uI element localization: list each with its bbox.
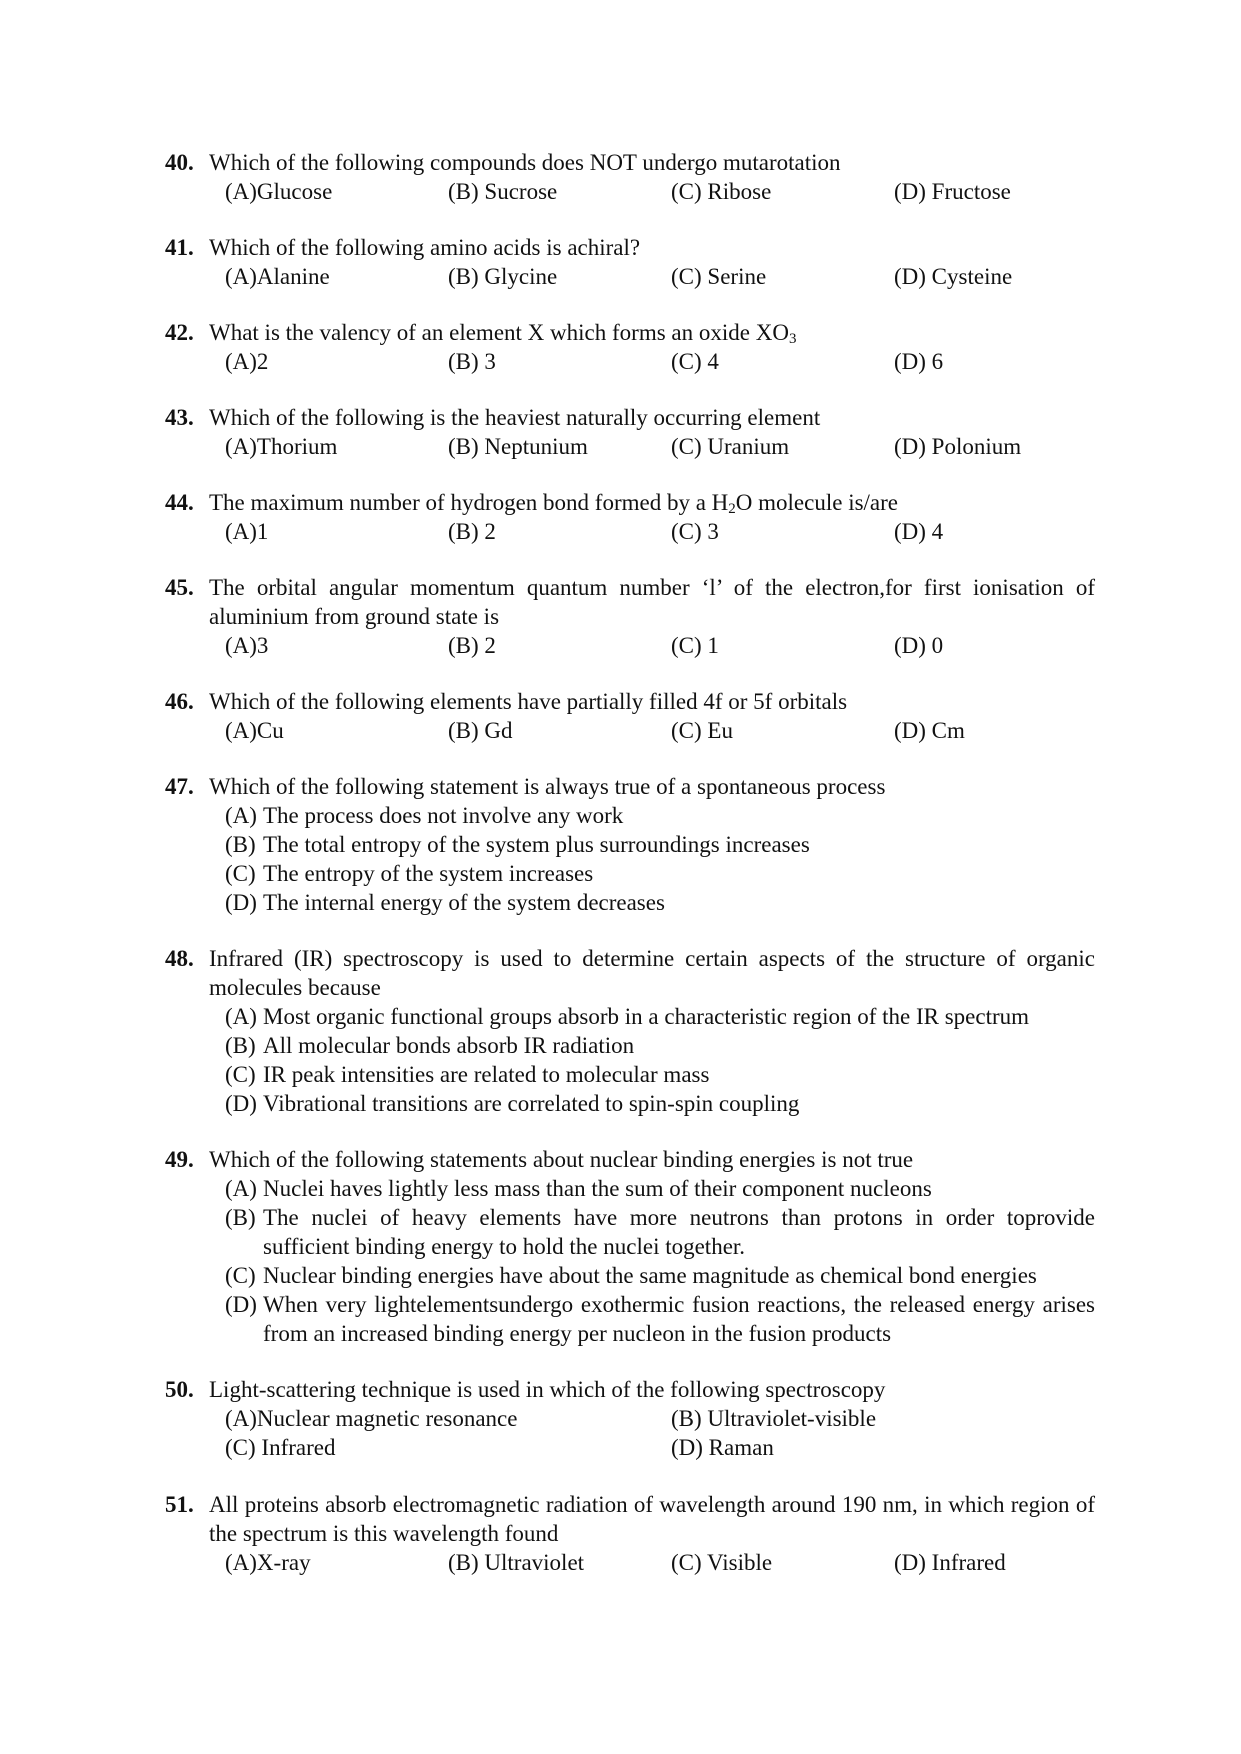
option-b: (B) Ultraviolet: [448, 1550, 585, 1575]
question-number: 43.: [165, 405, 194, 430]
option-c: (C) Ribose: [671, 179, 772, 204]
question-number: 50.: [165, 1377, 194, 1402]
option-a: (A) Most organic functional groups absorb in a characteristic region of the IR spectrum: [225, 1004, 1030, 1029]
option-c: (C) Uranium: [671, 434, 790, 459]
question-42: [165, 318, 1095, 376]
option-a: (A)2: [225, 349, 269, 374]
option-c: (C) 1: [671, 633, 719, 658]
option-b: (B) Gd: [448, 718, 513, 743]
option-b: (B) The nuclei of heavy elements have more neutrons than protons in order toprovide sufficient binding energy to hold the nuclei together.: [225, 1205, 1095, 1259]
question-text: The orbital angular momentum quantum number ‘l’ of the electron,for first ionisation of aluminium from ground state is: [209, 575, 1095, 629]
question-44: [165, 488, 1095, 546]
question-number: 48.: [165, 946, 194, 971]
question-48: [165, 944, 1095, 1118]
option-d: (D) When very lightelementsundergo exothermic fusion reactions, the released energy arises from an increased binding energy per nucleon in the fusion products: [225, 1292, 1095, 1346]
question-45: [165, 573, 1095, 660]
option-c: (C) IR peak intensities are related to molecular mass: [225, 1062, 710, 1087]
question-number: 40.: [165, 150, 194, 175]
question-51: [165, 1490, 1095, 1577]
question-number: 41.: [165, 235, 194, 260]
question-46: [165, 687, 1095, 745]
option-c: (C) Serine: [671, 264, 767, 289]
option-b: (B) Sucrose: [448, 179, 558, 204]
question-43: [165, 403, 1095, 461]
question-text: Which of the following compounds does NOT undergo mutarotation: [209, 150, 841, 175]
option-d: (D) Fructose: [894, 179, 1011, 204]
option-d: (D) Vibrational transitions are correlated to spin-spin coupling: [225, 1091, 800, 1116]
option-b: (B) 2: [448, 519, 496, 544]
option-b: (B) Glycine: [448, 264, 558, 289]
question-text: All proteins absorb electromagnetic radiation of wavelength around 190 nm, in which region of the spectrum is this wavelength found: [209, 1492, 1095, 1546]
question-number: 44.: [165, 490, 194, 515]
option-b: (B) The total entropy of the system plus surroundings increases: [225, 832, 810, 857]
option-b: (B) Neptunium: [448, 434, 588, 459]
option-c: (C) 3: [671, 519, 719, 544]
question-number: 46.: [165, 689, 194, 714]
option-c: (C) Visible: [671, 1550, 773, 1575]
question-text: Which of the following statement is always true of a spontaneous process: [209, 774, 886, 799]
option-d: (D) Cm: [894, 718, 965, 743]
option-b: (B) 3: [448, 349, 496, 374]
option-d: (D) 4: [894, 519, 944, 544]
option-c: (C) Nuclear binding energies have about the same magnitude as chemical bond energies: [225, 1263, 1037, 1288]
option-d: (D) Raman: [671, 1435, 774, 1460]
option-d: (D) Infrared: [894, 1550, 1006, 1575]
option-c: (C) 4: [671, 349, 719, 374]
option-a: (A)Thorium: [225, 434, 338, 459]
option-d: (D) Polonium: [894, 434, 1022, 459]
question-text: Which of the following elements have partially filled 4f or 5f orbitals: [209, 689, 848, 714]
question-text: Which of the following amino acids is achiral?: [209, 235, 641, 260]
question-49: [165, 1145, 1095, 1348]
option-a: (A) The process does not involve any work: [225, 803, 624, 828]
question-number: 42.: [165, 320, 194, 345]
question-text: Light-scattering technique is used in which of the following spectroscopy: [209, 1377, 886, 1402]
question-text: Which of the following statements about nuclear binding energies is not true: [209, 1147, 914, 1172]
option-c: (C) The entropy of the system increases: [225, 861, 594, 886]
question-number: 45.: [165, 575, 194, 600]
question-text: The maximum number of hydrogen bond formed by a $H_2O$ molecule is/are: [209, 490, 899, 517]
option-d: (D) The internal energy of the system decreases: [225, 890, 665, 915]
option-a: (A)3: [225, 633, 269, 658]
question-47: [165, 772, 1095, 917]
option-d: (D) 0: [894, 633, 944, 658]
option-d: (D) Cysteine: [894, 264, 1013, 289]
option-a: (A) Nuclei haves lightly less mass than the sum of their component nucleons: [225, 1176, 932, 1201]
option-a: (A)Nuclear magnetic resonance: [225, 1406, 518, 1431]
option-a: (A)X-ray: [225, 1550, 311, 1575]
question-41: [165, 233, 1095, 291]
question-text: Which of the following is the heaviest naturally occurring element: [209, 405, 821, 430]
option-c: (C) Infrared: [225, 1435, 336, 1460]
option-b: (B) Ultraviolet-visible: [671, 1406, 877, 1431]
option-b: (B) 2: [448, 633, 496, 658]
question-40: [165, 148, 1095, 206]
option-b: (B) All molecular bonds absorb IR radiation: [225, 1033, 635, 1058]
option-a: (A)Alanine: [225, 264, 330, 289]
option-a: (A)Glucose: [225, 179, 333, 204]
question-50: [165, 1375, 1095, 1462]
question-text: Infrared (IR) spectroscopy is used to determine certain aspects of the structure of organic molecules because: [209, 946, 1095, 1000]
option-a: (A)1: [225, 519, 269, 544]
option-c: (C) Eu: [671, 718, 733, 743]
question-text: What is the valency of an element X which forms an oxide $XO_3$: [209, 320, 797, 347]
question-number: 51.: [165, 1492, 194, 1517]
question-number: 49.: [165, 1147, 194, 1172]
question-number: 47.: [165, 774, 194, 799]
option-d: (D) 6: [894, 349, 944, 374]
option-a: (A)Cu: [225, 718, 284, 743]
